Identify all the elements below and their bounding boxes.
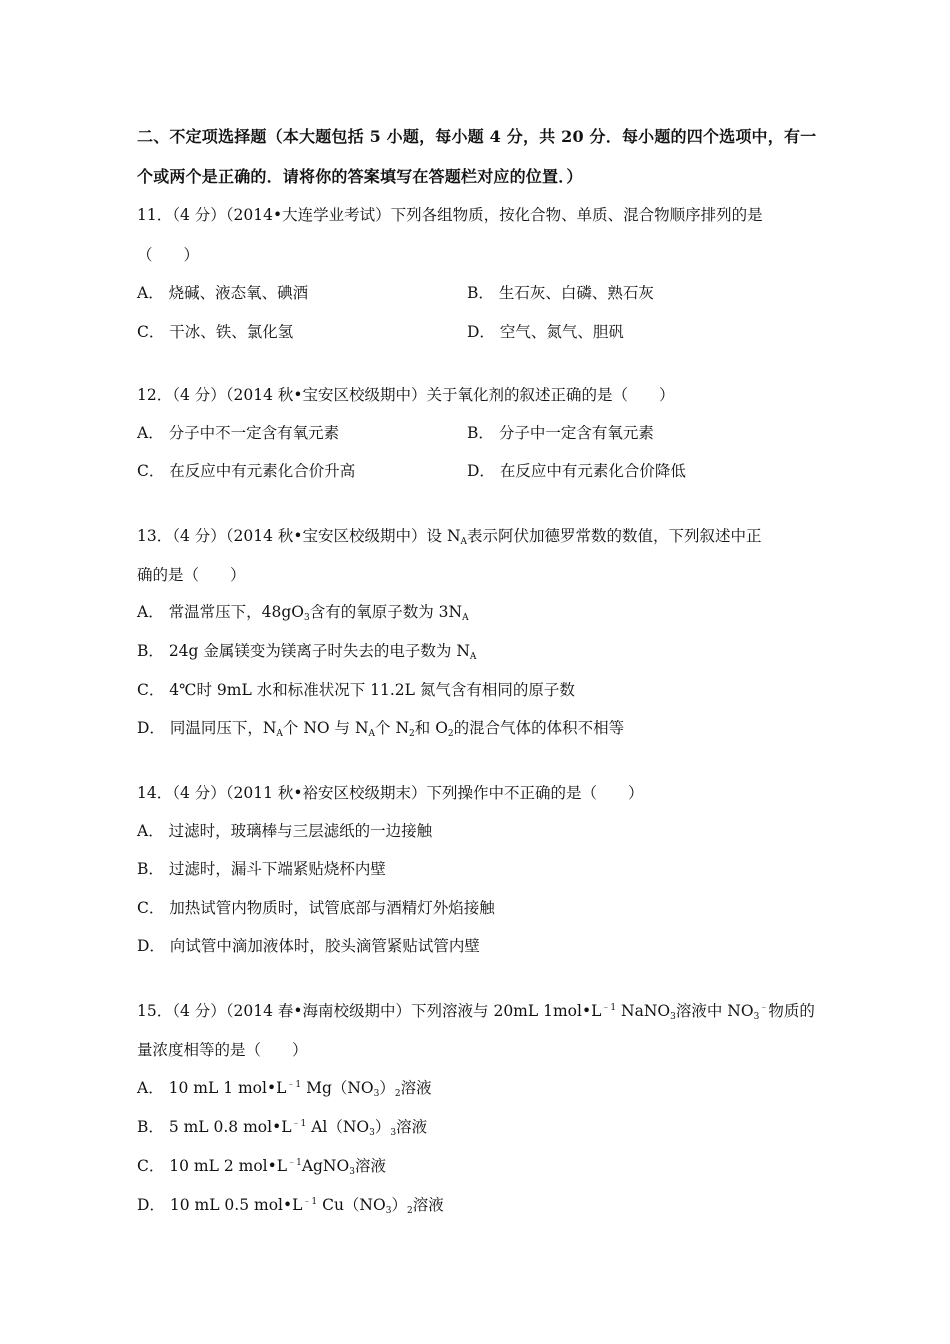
question-13-option-c: C． 4℃时 9mL 水和标准状况下 11.2L 氮气含有相同的原子数	[137, 681, 575, 699]
question-14-option-b: B． 过滤时，漏斗下端紧贴烧杯内壁	[137, 860, 386, 878]
question-14-option-d: D． 向试管中滴加液体时，胶头滴管紧贴试管内壁	[137, 937, 480, 955]
question-13-stem: 13．（4 分）（2014 秋•宝安区校级期中）设 $N_A$表示阿伏加德罗常数的数值，下列叙述中正	[137, 527, 762, 547]
question-11-stem: 11．（4 分）（2014•大连学业考试）下列各组物质，按化合物、单质、混合物顺序排列的是	[137, 206, 763, 224]
question-12-stem: 12．（4 分）（2014 秋•宝安区校级期中）关于氧化剂的叙述正确的是（ ）	[137, 386, 675, 404]
question-11-option-b: B． 生石灰、白磷、熟石灰	[467, 284, 654, 302]
section-heading-line-2: 个或两个是正确的．请将你的答案填写在答题栏对应的位置．）	[137, 167, 583, 186]
question-12-option-a: A． 分子中不一定含有氧元素	[137, 424, 340, 442]
question-12-option-c: C． 在反应中有元素化合价升高	[137, 462, 356, 480]
question-13-option-d: D． 同温同压下，$N_A$个 NO 与 $N_A$个 $N_2$和 $O_2$的混合气体的体积不相等	[137, 719, 625, 739]
question-15-option-a: A． 10 mL 1 $mol•L^{﹣1}$ $Mg(NO_3)_2$溶液	[137, 1079, 432, 1099]
question-13-option-b: B． 24g 金属镁变为镁离子时失去的电子数为 $N_A$	[137, 642, 477, 662]
section-heading-line-1: 二、不定项选择题（本大题包括 5 小题，每小题 4 分，共 20 分．每小题的四个选项中，有一	[137, 127, 817, 146]
question-14-option-a: A． 过滤时，玻璃棒与三层滤纸的一边接触	[137, 822, 433, 840]
question-12-option-d: D． 在反应中有元素化合价降低	[467, 462, 686, 480]
question-12-option-b: B． 分子中一定含有氧元素	[467, 424, 654, 442]
question-14-option-c: C． 加热试管内物质时，试管底部与酒精灯外焰接触	[137, 899, 495, 917]
question-14-stem: 14．（4 分）（2011 秋•裕安区校级期末）下列操作中不正确的是（ ）	[137, 784, 644, 802]
question-11-option-a: A． 烧碱、液态氧、碘酒	[137, 284, 309, 302]
question-15-option-c: C． 10 mL 2 $mol•L^{﹣1}AgNO_3$溶液	[137, 1157, 386, 1177]
question-13-stem-continued: 确的是（ ）	[137, 566, 246, 584]
question-11-answer-bracket: （ ）	[137, 246, 200, 264]
question-13-option-a: A． 常温常压下，$48gO_3$含有的氧原子数为 $3N_A$	[137, 603, 469, 623]
question-11-option-d: D． 空气、氮气、胆矾	[467, 323, 624, 341]
question-15-stem-continued: 量浓度相等的是（ ）	[137, 1041, 308, 1059]
question-15-option-b: B． 5 mL 0.8 $mol•L^{﹣1}$ $Al(NO_3)_3$溶液	[137, 1118, 428, 1138]
question-15-option-d: D． 10 mL 0.5 $mol•L^{﹣1}$ $Cu(NO_3)_2$溶液	[137, 1196, 444, 1216]
question-11-option-c: C． 干冰、铁、氯化氢	[137, 323, 294, 341]
question-15-stem: 15．（4 分）（2014 春•海南校级期中）下列溶液与 20mL $1mol•L^{﹣1}$ NaNO$_3$溶液中 $NO_3^﹣$物质的	[137, 1002, 815, 1022]
